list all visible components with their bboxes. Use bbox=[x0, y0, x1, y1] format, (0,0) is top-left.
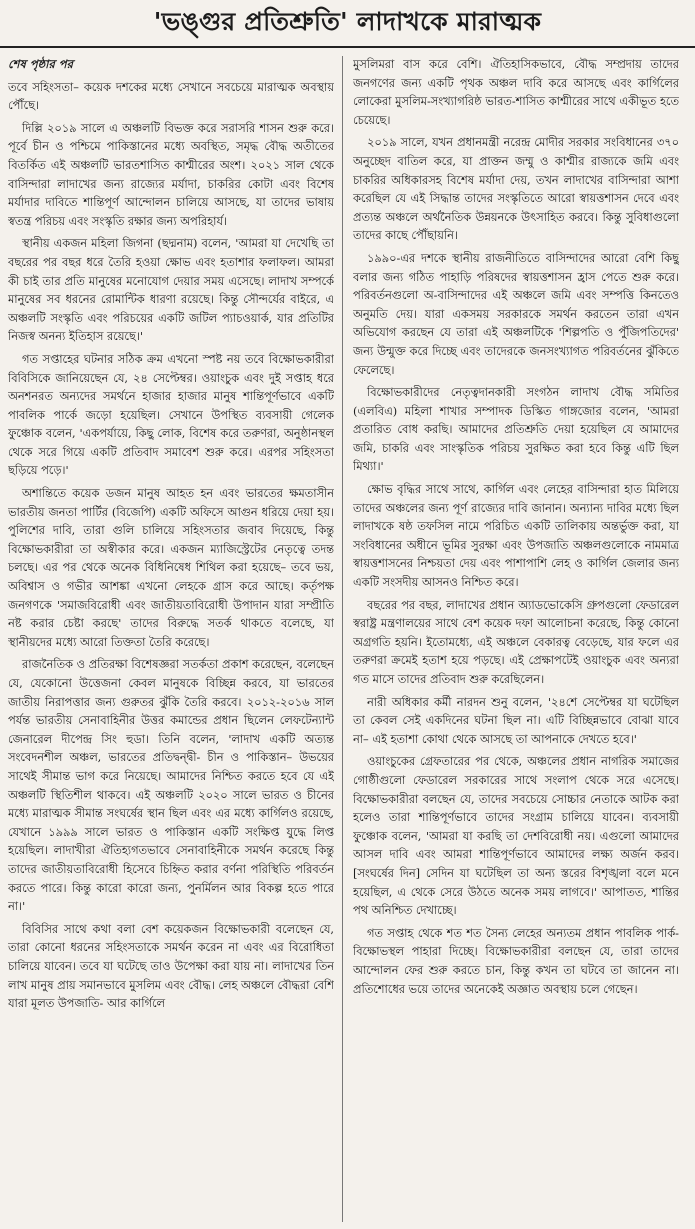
paragraph: গত সপ্তাহের ঘটনার সঠিক ক্রম এখনো স্পষ্ট নয় তবে বিক্ষোভকারীরা বিবিসিকে জানিয়েছেন যে, ২৪ সেপ্টেম্বর। ওয়াংচুক এবং দুই সপ্তাহ ধরে অনশনরত অন্যদের সমর্থনে হাজার হাজার মানুষ শান্তিপূর্ণভাবে একটি পাবলিক পার্কে জড়ো হয়েছিল। সেখানে উপস্থিত ব্যবসায়ী গেলেক ফুঞ্চোক বলেন, 'একপর্যায়ে, কিছু লোক, বিশেষ করে তরুণরা, অনুষ্ঠানস্থল থেকে সরে গিয়ে একটি প্রতিবাদ সমাবেশ শুরু করে। এরপর সহিংসতা ছড়িয়ে পড়ে।' bbox=[8, 351, 334, 478]
headline-text: 'ভঙ্গুর প্রতিশ্রুতি' লাদাখকে মারাত্মক bbox=[153, 6, 542, 36]
paragraph: স্থানীয় একজন মহিলা জিগনা (ছদ্মনাম) বলেন, 'আমরা যা দেখেছি তা বছরের পর বছর ধরে তৈরি হওয়া ক্ষোভ এবং হতাশার ফলাফল। আমরা কী চাই তার প্রতি মানুষের মনোযোগ দেয়ার সময় এসেছে। লাদাখ সম্পর্কে মানুষের সব ধরনের রোমান্টিক ধারণা রয়েছে। কিন্তু সৌন্দর্যের বাইরে, এ অঞ্চলটি সংস্কৃতি এবং পরিচয়ের একটি জটিল প্যাচওয়ার্ক, যার প্রতিটির নিজস্ব অনন্য ইতিহাস রয়েছে।' bbox=[8, 236, 334, 344]
left-column bbox=[8, 55, 334, 1225]
paragraph: মুসলিমরা বাস করে বেশি। ঐতিহাসিকভাবে, বৌদ্ধ সম্প্রদায় তাদের জনগণের জন্য একটি পৃথক অঞ্চল দাবি করে আসছে এবং কার্গিলের লোকেরা মুসলিম-সংখ্যাগরিষ্ঠ ভারত-শাসিত কাশ্মীরের সাথে একীভূত হতে চেয়েছে। bbox=[353, 57, 679, 127]
paragraph: রাজনৈতিক ও প্রতিরক্ষা বিশেষজ্ঞরা সতর্কতা প্রকাশ করেছেন, বলেছেন যে, যেকোনো উত্তেজনা কেবল মানুষকে বিচ্ছিন্ন করবে, যা ভারতের জাতীয় নিরাপত্তার জন্য গুরুতর ঝুঁকি তৈরি করবে। ২০১২-২০১৬ সাল পর্যন্ত ভারতীয় সেনাবাহিনীর উত্তর কমান্ডের প্রধান ছিলেন লেফটেন্যান্ট জেনারেল দীপেন্দ্র সিং হুডা। তিনি বলেন, 'লাদাখ একটি অত্যন্ত সংবেদনশীল অঞ্চল, ভারতের প্রতিদ্বন্দ্বী- চীন ও পাকিস্তান– উভয়ের সাথেই সীমান্ত ভাগ করে নিয়েছে। আমাদের নিশ্চিত করতে হবে যে এই অঞ্চলটি স্থিতিশীল থাকবে। এই অঞ্চলটি ২০২০ সালে ভারত ও চীনের মধ্যে মারাত্মক সীমান্ত সংঘর্ষের স্থান ছিল এবং এর মধ্যে কার্গিলও রয়েছে, যেখানে ১৯৯৯ সালে ভারত ও পাকিস্তান একটি সংক্ষিপ্ত যুদ্ধে লিপ্ত হয়েছিল। লাদাখীরা ঐতিহ্যগতভাবে সেনাবাহিনীকে সমর্থন করেছে কিন্তু তাদের জাতীয়তাবিরোধী হিসেবে চিহ্নিত করার বর্ণনা পরিস্থিতি পরিবর্তন করতে পারে। কিন্তু কারো কারো জন্য, পুনর্মিলন আর বিকল্প হতে পারে না।' bbox=[8, 657, 334, 914]
paragraph: ২০১৯ সালে, যখন প্রধানমন্ত্রী নরেন্দ্র মোদীর সরকার সংবিধানের ৩৭০ অনুচ্ছেদ বাতিল করে, যা প্রাক্তন জম্মু ও কাশ্মীর রাজ্যকে জমি এবং চাকরির অধিকারসহ বিশেষ মর্যাদা দেয়, তখন লাদাখের বাসিন্দারা আশা করেছিল যে এই সিদ্ধান্ত তাদের সংস্কৃতিতে আরো স্বায়ত্তশাসন দেবে এবং প্রত্যন্ত অঞ্চলে অর্থনৈতিক উন্নয়নকে উৎসাহিত করবে। কিন্তু সুবিধাগুলো তাদের কাছে পৌঁছায়নি। bbox=[353, 135, 679, 243]
column-divider bbox=[342, 56, 343, 1222]
paragraph: ১৯৯০-এর দশকে স্থানীয় রাজনীতিতে বাসিন্দাদের আরো বেশি কিছু বলার জন্য গঠিত পাহাড়ি পরিষদের স্বায়ত্তশাসন হ্রাস পেতে শুরু করে। পরিবর্তনগুলো অ-বাসিন্দাদের এই অঞ্চলে জমি এবং সম্পত্তি কিনতেও অনুমতি দেয়। যারা একসময় সরকারকে সমর্থন করতেন তারা এখন অভিযোগ করছেন যে তারা এই অঞ্চলটিকে 'শিল্পপতি ও পুঁজিপতিদের' জন্য উন্মুক্ত করে দিচ্ছে এবং তাদেরকে জনসংখ্যাগত পরিবর্তনের ঝুঁকিতে ফেলেছে। bbox=[353, 250, 679, 377]
paragraph: দিল্লি ২০১৯ সালে এ অঞ্চলটি বিভক্ত করে সরাসরি শাসন শুরু করে। পূর্বে চীন ও পশ্চিমে পাকিস্তানের মধ্যে অবস্থিত, সমৃদ্ধ বৌদ্ধ অতীতের বিতর্কিত এই অঞ্চলটি ভারতশাসিত কাশ্মীরের অংশ। ২০২১ সাল থেকে বাসিন্দারা লাদাখের জন্য রাজ্যের মর্যাদা, চাকরির কোটা এবং বিশেষ মর্যাদার দাবিতে শান্তিপূর্ণ আন্দোলন চালিয়ে আসছে, যা তাদের ভাষায় স্বতন্ত্র পরিচয় এবং সংস্কৃতি রক্ষার জন্য অপরিহার্য। bbox=[8, 120, 334, 228]
paragraph: নারী অধিকার কর্মী নারদন শুনু বলেন, '২৪শে সেপ্টেম্বর যা ঘটেছিল তা কেবল সেই একদিনের ঘটনা ছিল না। এটি বিচ্ছিন্নভাবে বোঝা যাবে না– এই হতাশা কোথা থেকে আসছে তা আপনাকে দেখতে হবে।' bbox=[353, 694, 679, 746]
right-column bbox=[353, 55, 679, 1225]
paragraph: গত সপ্তাহ থেকে শত শত সৈন্য লেহের অন্যতম প্রধান পাবলিক পার্ক- বিক্ষোভস্থল পাহারা দিচ্ছে। বিক্ষোভকারীরা বলছেন যে, তারা তাদের আন্দোলন ফের শুরু করতে চান, কিন্তু কখন তা ঘটবে তা জানেন না। প্রতিশোধের ভয়ে তাদের অনেকেই অজ্ঞাত অবস্থায় চলে গেছেন। bbox=[353, 925, 679, 996]
paragraph: বিক্ষোভকারীদের নেতৃত্বদানকারী সংগঠন লাদাখ বৌদ্ধ সমিতির (এলবিএ) মহিলা শাখার সম্পাদক ডিস্কিত গাঙ্গজোর বলেন, 'আমরা প্রতারিত বোধ করছি। আমাদের প্রতিশ্রুতি দেয়া হয়েছিল যে আমাদের জমি, চাকরি এবং সাংস্কৃতিক পরিচয় সুরক্ষিত করা হবে কিন্তু এটি ছিল মিথ্যা।' bbox=[353, 385, 679, 474]
continuation-label: শেষ পৃষ্ঠার পর bbox=[8, 57, 73, 71]
article-headline bbox=[0, 0, 695, 48]
paragraph: অশান্তিতে কয়েক ডজন মানুষ আহত হন এবং ভারতের ক্ষমতাসীন ভারতীয় জনতা পার্টির (বিজেপি) একটি অফিসে আগুন ধরিয়ে দেয়া হয়। পুলিশের দাবি, তারা গুলি চালিয়ে সহিংসতার জবাব দিয়েছে, কিন্তু বিক্ষোভকারীরা তা অস্বীকার করে। একজন ম্যাজিস্ট্রেটের নেতৃত্বে তদন্ত চলছে। এর পর থেকে অনেক বিধিনিষেধ শিথিল করা হয়েছে– তবে ভয়, অবিশ্বাস ও গভীর আশঙ্কা এখনো লেহকে গ্রাস করে আছে। কর্তৃপক্ষ জনগণকে 'সমাজবিরোধী এবং জাতীয়তাবিরোধী উপাদান যারা সম্প্রীতি নষ্ট করার চেষ্টা করছে' তাদের বিরুদ্ধে সতর্ক থাকতে বলেছে, যা স্থানীয়দের মধ্যে আরো তিক্ততা তৈরি করেছে। bbox=[8, 486, 334, 649]
paragraph: ওয়াংচুকের গ্রেফতারের পর থেকে, অঞ্চলের প্রধান নাগরিক সমাজের গোষ্ঠীগুলো ফেডারেল সরকারের সাথে সংলাপ থেকে সরে এসেছে। বিক্ষোভকারীরা বলছেন যে, তাদের সবচেয়ে সোচ্চার নেতাকে আটক করা হলেও তারা শান্তিপূর্ণভাবে তাদের সংগ্রাম চালিয়ে যাবেন। ব্যবসায়ী ফুঞ্চোক বলেন, 'আমরা যা করছি তা দেশবিরোধী নয়। এগুলো আমাদের আসল দাবি এবং আমরা শান্তিপূর্ণভাবে আমাদের লক্ষ্য অর্জন করব। [সংঘর্ষের দিন] সেদিন যা ঘটেছিল তা অন্য স্তরের বিশৃঙ্খলা বলে মনে হয়েছিল, এ থেকে সেরে উঠতে অনেক সময় লাগবে।' আপাতত, শান্তির পথ অনিশ্চিত দেখাচ্ছে। bbox=[353, 754, 679, 918]
paragraph: তবে সহিংসতা– কয়েক দশকের মধ্যে সেখানে সবচেয়ে মারাত্মক অবস্থায় পৌঁছে। bbox=[8, 79, 334, 113]
paragraph: বিবিসির সাথে কথা বলা বেশ কয়েকজন বিক্ষোভকারী বলেছেন যে, তারা কোনো ধরনের সহিংসতাকে সমর্থন করেন না এবং এর বিরোধিতা চালিয়ে যাবেন। তবে যা ঘটেছে তাও উপেক্ষা করা যায় না। লাদাখের তিন লাখ মানুষ প্রায় সমানভাবে মুসলিম এবং বৌদ্ধ। লেহ অঞ্চলে বৌদ্ধরা বেশি যারা মূলত উপজাতি- আর কার্গিলে bbox=[8, 921, 334, 1011]
paragraph: বছরের পর বছর, লাদাখের প্রধান অ্যাডভোকেসি গ্রুপগুলো ফেডারেল স্বরাষ্ট্র মন্ত্রণালয়ের সাথে বেশ কয়েক দফা আলোচনা করেছে, কিন্তু কোনো অগ্রগতি হয়নি। ইতোমধ্যে, এই অঞ্চলে বেকারত্ব বেড়েছে, যার ফলে এর তরুণরা ক্রমেই হতাশ হয়ে পড়ছে। এই প্রেক্ষাপটেই ওয়াংচুক এবং অন্যরা গত মাসে তাদের প্রতিবাদ শুরু করেছিলেন। bbox=[353, 597, 679, 686]
paragraph: ক্ষোভ বৃদ্ধির সাথে সাথে, কার্গিল এবং লেহের বাসিন্দারা হাত মিলিয়ে তাদের অঞ্চলের জন্য পূর্ণ রাজ্যের দাবি জানান। অন্যান্য দাবির মধ্যে ছিল লাদাখকে ষষ্ঠ তফসিল নামে পরিচিত একটি তালিকায় অন্তর্ভুক্ত করা, যা সংবিধানের অধীনে ভূমির সুরক্ষা এবং উপজাতি অঞ্চলগুলোকে নামমাত্র স্বায়ত্তশাসনের নিশ্চয়তা দেয় এবং পাশাপাশি লেহ ও কার্গিল জেলার জন্য একটি সংসদীয় আসনও নিশ্চিত করে। bbox=[353, 482, 679, 590]
